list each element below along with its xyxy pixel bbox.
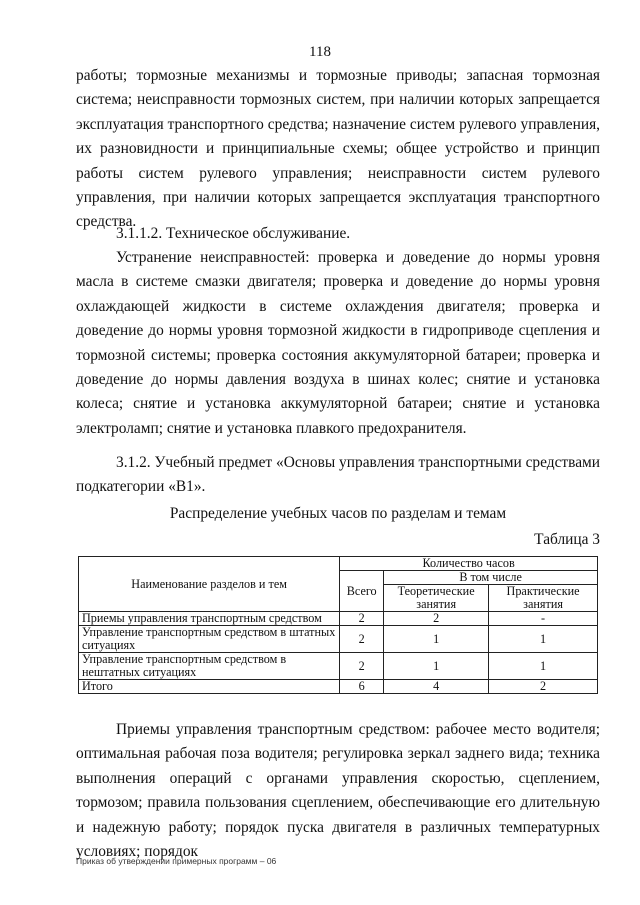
row-practice: 1	[489, 653, 598, 680]
paragraph-driving-techniques	[76, 718, 600, 864]
page-number: 118	[309, 44, 331, 60]
paragraph-brakes-steering	[76, 64, 600, 235]
footer-note: Приказ об утверждении примерных программ – 06	[76, 856, 277, 866]
table-row	[79, 626, 598, 653]
paragraph-subject-3-1-2	[76, 451, 600, 500]
table-header-row	[79, 557, 598, 571]
table-row	[79, 653, 598, 680]
header-practice: Практические занятия	[489, 585, 598, 612]
row-theory: 1	[384, 653, 489, 680]
heading-text: 3.1.1.2. Техническое обслуживание.	[116, 225, 351, 242]
row-name: Управление транспортным средством в штатных ситуациях	[79, 626, 340, 653]
table-caption: Распределение учебных часов по разделам и темам	[169, 505, 507, 522]
header-total: Всего	[340, 571, 384, 612]
section-heading-3-1-1-2	[76, 222, 600, 246]
table-row	[79, 612, 598, 626]
paragraph-text: Приемы управления транспортным средством: рабочее место водителя; оптимальная рабочая поза водителя; регулировка зеркал заднего вида; техника выполнения операций с органами управления скоростью, сцеплением, тормозом; правила пользования сцеплением, обеспечивающие его длительную и надежную работу; порядок пуска двигателя в различных температурных условиях; порядок	[76, 721, 600, 861]
table-total-row	[79, 680, 598, 694]
header-theory: Теоретические занятия	[384, 585, 489, 612]
paragraph-text: Устранение неисправностей: проверка и доведение до нормы уровня масла в системе смазки двигателя; проверка и доведение до нормы уровня охлаждающей жидкости в системе охлаждения двигателя; проверка и доведение до нормы уровня тормозной жидкости в гидроприводе сцепления и тормозной системы; проверка состояния аккумуляторной батареи; проверка и доведение до нормы давления воздуха в шинах колес; снятие и установка колеса; снятие и установка аккумуляторной батареи; снятие и установка электроламп; снятие и установка плавкого предохранителя.	[76, 249, 600, 437]
paragraph-text: работы; тормозные механизмы и тормозные приводы; запасная тормозная система; неисправности тормозных систем, при наличии которых запрещается эксплуатация транспортного средства; назначение систем рулевого управления, их разновидности и принципиальные схемы; общее устройство и принцип работы систем рулевого управления; неисправности систем рулевого управления, при наличии которых запрещается эксплуатация транспортного средства.	[76, 67, 600, 231]
row-total: 2	[340, 653, 384, 680]
table-number: Таблица 3	[534, 531, 600, 548]
header-name: Наименование разделов и тем	[79, 557, 340, 612]
row-practice: 1	[489, 626, 598, 653]
row-practice: -	[489, 612, 598, 626]
row-theory: 1	[384, 626, 489, 653]
header-including: В том числе	[384, 571, 598, 585]
paragraph-maintenance	[76, 246, 600, 441]
total-theory: 4	[384, 680, 489, 694]
total-name: Итого	[79, 680, 340, 694]
row-name: Приемы управления транспортным средством	[79, 612, 340, 626]
row-theory: 2	[384, 612, 489, 626]
row-total: 2	[340, 612, 384, 626]
hours-table	[78, 556, 598, 694]
row-name: Управление транспортным средством в нештатных ситуациях	[79, 653, 340, 680]
paragraph-text: 3.1.2. Учебный предмет «Основы управления транспортными средствами подкатегории «В1».	[76, 454, 600, 496]
header-qty: Количество часов	[340, 557, 598, 571]
row-total: 2	[340, 626, 384, 653]
total-practice: 2	[489, 680, 598, 694]
total-total: 6	[340, 680, 384, 694]
